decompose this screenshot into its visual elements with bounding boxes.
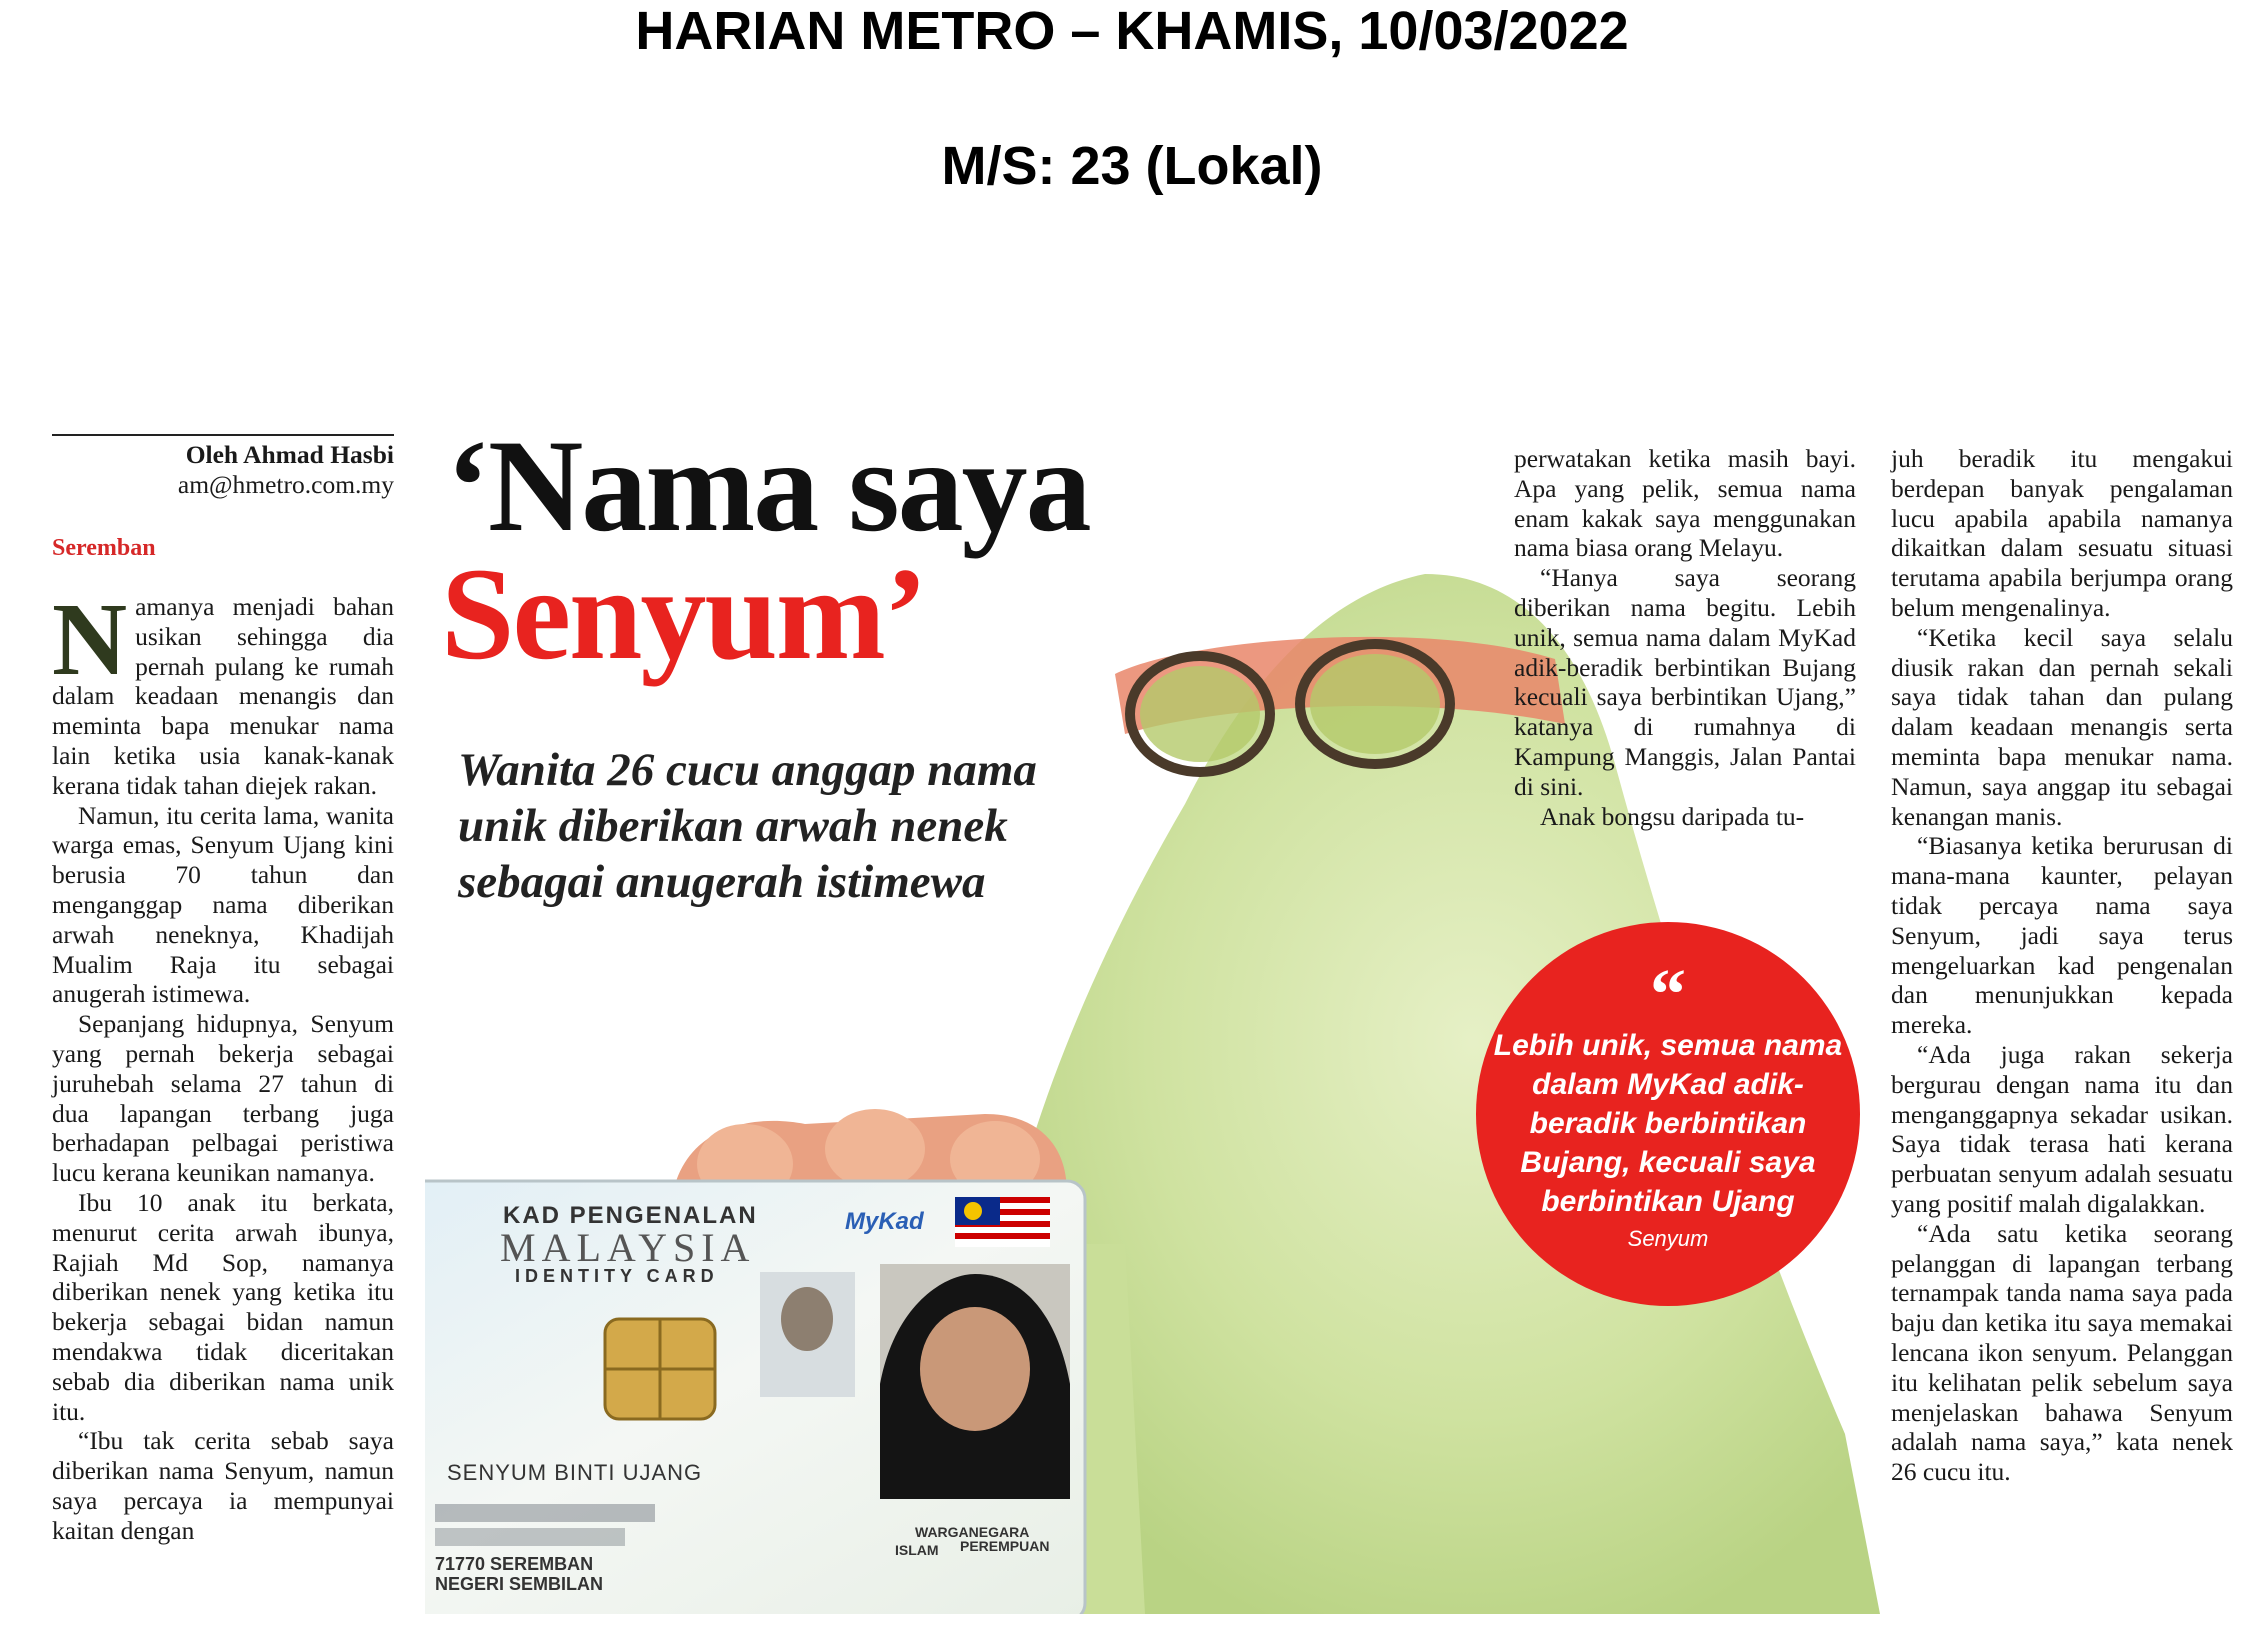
card-status-citizen: WARGANEGARA xyxy=(915,1524,1030,1540)
card-address-line1: 71770 SEREMBAN xyxy=(435,1554,594,1574)
card-name: SENYUM BINTI UJANG xyxy=(447,1460,703,1485)
page-header-section: M/S: 23 (Lokal) xyxy=(941,136,1323,196)
article-paragraph: Anak bongsu daripada tu- xyxy=(1540,801,1805,831)
article-paragraph: juh beradik itu mengakui berdepan banyak pengalaman lucu apabila apabila namanya dikaitkan dalam sesuatu situasi terutama apabila berjumpa orang belum mengenalinya. xyxy=(1891,444,2233,622)
article-paragraph: “Ada juga rakan sekerja bergurau dengan nama itu dan menganggapnya sekadar usikan. Saya tidak terasa hati kerana perbuatan senyum adalah sesuatu yang positif malah digalakkan. xyxy=(1891,1039,2233,1218)
article-column-1 xyxy=(52,582,394,1546)
headline-line2: Senyum’ xyxy=(441,540,926,687)
byline xyxy=(52,440,394,500)
byline-author: Oleh Ahmad Hasbi xyxy=(185,440,394,469)
article-paragraph: “Biasanya ketika berurusan di mana-mana kaunter, pelayan tidak percaya nama saya Senyum, jadi saya terus mengeluarkan kad pengenalan dan menunjukkan kepada mereka. xyxy=(1891,831,2233,1040)
article-paragraph: Ibu 10 anak itu berkata, menurut cerita arwah ibunya, Rajiah Md Sop, namanya diberikan nenek yang ketika itu bekerja sebagai bidan namun mendakwa tidak diceritakan sebab dia diberikan nama unik itu. xyxy=(52,1187,394,1426)
quote-mark-icon: “ xyxy=(1650,954,1686,1034)
subheadline: Wanita 26 cucu anggap nama unik diberikan arwah nenek sebagai anugerah istimewa xyxy=(458,744,1037,908)
page-header-date: HARIAN METRO – KHAMIS, 10/03/2022 xyxy=(635,1,1629,61)
article-column-3 xyxy=(1514,444,1856,831)
pull-quote-text: Lebih unik, semua nama dalam MyKad adik-beradik berbintikan Bujang, kecuali saya berbintikan Ujang xyxy=(1493,1029,1843,1218)
byline-rule xyxy=(52,434,394,436)
pull-quote xyxy=(1476,922,1860,1306)
article-paragraph: “Ibu tak cerita sebab saya diberikan nama Senyum, namun saya percaya ia mempunyai kaitan dengan xyxy=(52,1426,394,1545)
card-status-religion: ISLAM xyxy=(895,1542,939,1558)
card-title-line1: KAD PENGENALAN xyxy=(503,1202,758,1229)
byline-email: am@hmetro.com.my xyxy=(177,470,394,499)
article-column-4 xyxy=(1891,444,2233,1487)
card-address-line2: NEGERI SEMBILAN xyxy=(435,1574,604,1594)
card-status-gender: PEREMPUAN xyxy=(960,1538,1050,1554)
article-paragraph: “Ketika kecil saya selalu diusik rakan dan pernah sekali saya tidak tahan dan pulang dalam keadaan menangis serta meminta bapa menukar nama. Namun, saya anggap itu sebagai kenangan manis. xyxy=(1891,622,2233,831)
card-title-line3: IDENTITY CARD xyxy=(515,1266,719,1286)
article-paragraph: Namun, itu cerita lama, wanita warga emas, Senyum Ujang kini berusia 70 tahun dan menganggap nama diberikan arwah neneknya, Khadijah Mualim Raja itu sebagai anugerah istimewa. xyxy=(52,800,394,1009)
article-paragraph: “Hanya saya seorang diberikan nama begitu. Lebih unik, semua nama dalam MyKad adik-beradik berbintikan Bujang kecuali saya berbintikan Ujang,” katanya di rumahnya di Kampung Manggis, Jalan Pantai di sini. xyxy=(1514,563,1856,801)
mykad-logo: MyKad xyxy=(845,1208,924,1235)
pull-quote-author: Senyum xyxy=(1627,1226,1709,1251)
article-paragraph: Sepanjang hidupnya, Senyum yang pernah bekerja sebagai juruhebah selama 27 tahun di dua lapangan terbang juga berhadapan pelbagai peristiwa lucu kerana keunikan namanya. xyxy=(52,1009,394,1188)
article-paragraph: “Ada satu ketika seorang pelanggan di lapangan terbang ternampak tanda nama saya pada baju dan ketika itu saya memakai lencana ikon senyum. Pelanggan itu kelihatan pelik sebelum saya menjelaskan bahawa Senyum adalah nama saya,” kata nenek 26 cucu itu. xyxy=(1891,1218,2233,1487)
card-title-line2: MALAYSIA xyxy=(500,1225,756,1270)
headline-line1: ‘Nama saya xyxy=(446,412,1090,559)
article-paragraph: perwatakan ketika masih bayi. Apa yang pelik, semua nama enam kakak saya menggunakan nama biasa orang Melayu. xyxy=(1514,444,1856,563)
dateline-location: Seremban xyxy=(52,535,156,561)
blurred-ic-number xyxy=(435,1504,655,1522)
drop-cap: N xyxy=(52,582,128,697)
article-paragraph: Namanya menjadi bahan usikan sehingga dia pernah pulang ke rumah dalam keadaan menangis dan meminta bapa menukar nama lain ketika usia kanak-kanak kerana tidak tahan diejek rakan. xyxy=(52,582,394,800)
